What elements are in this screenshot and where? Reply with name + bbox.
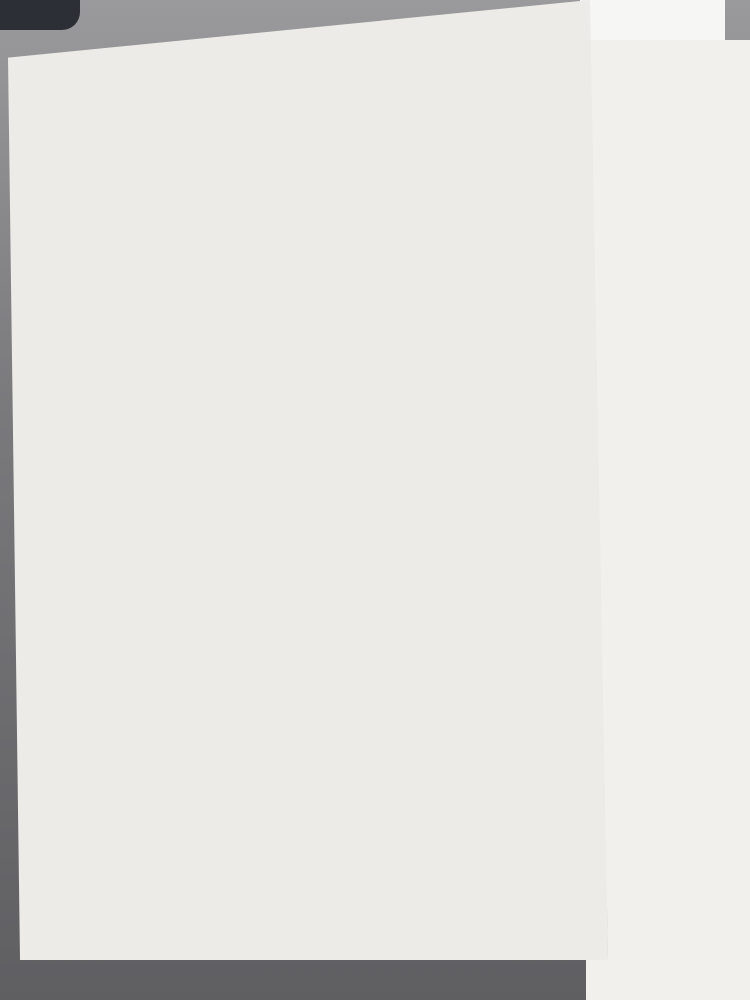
paper-corner xyxy=(580,0,725,40)
facing-page xyxy=(586,40,750,1000)
book-page xyxy=(8,0,608,960)
device-corner xyxy=(0,0,80,30)
